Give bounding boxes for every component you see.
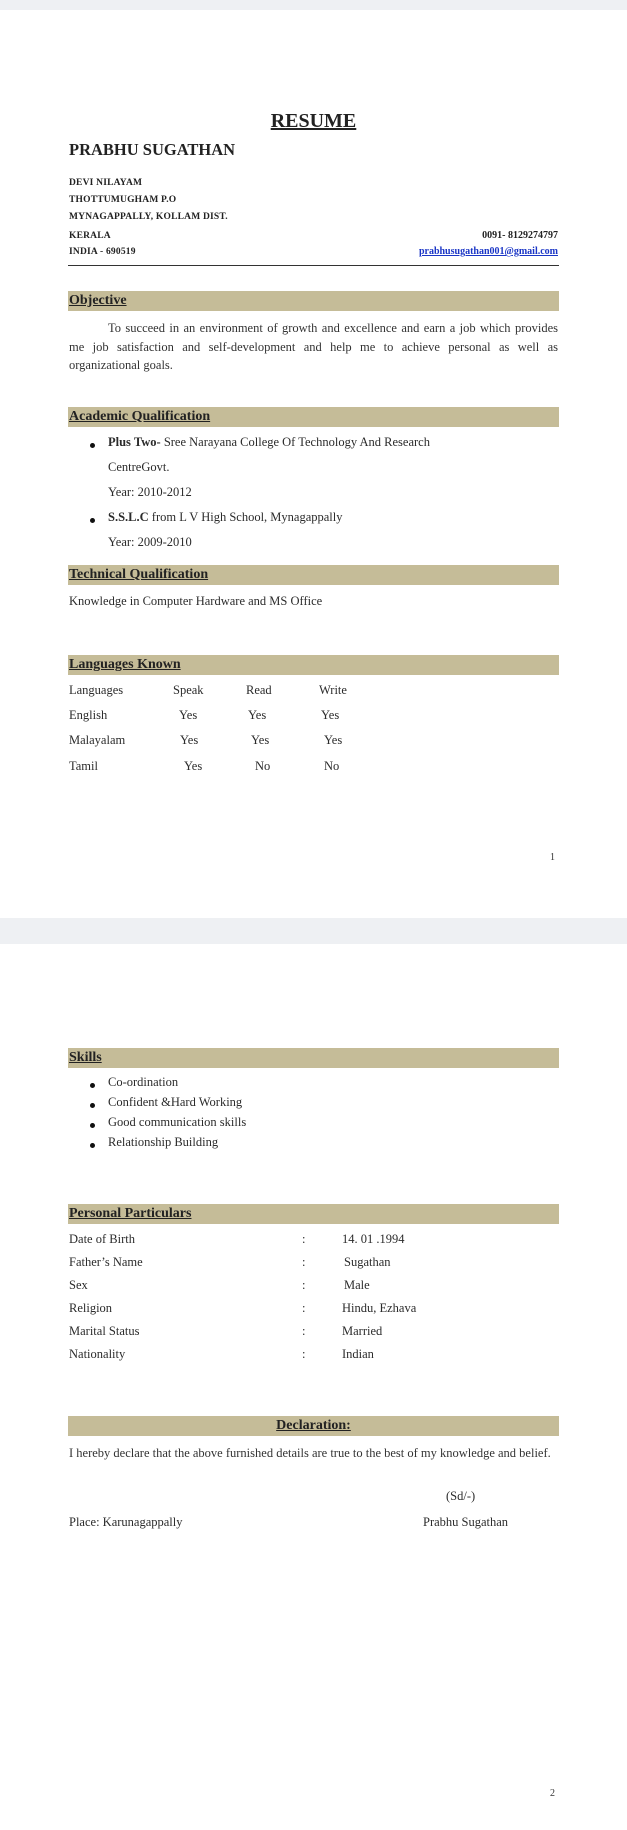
header-divider: [68, 265, 559, 266]
skills-heading: Skills: [69, 1050, 102, 1065]
academic-item-sslc: [108, 510, 343, 525]
page-number-1: 1: [550, 852, 555, 863]
lang-row-read: No: [255, 759, 271, 773]
personal-label: Sex: [69, 1278, 88, 1292]
personal-label: Nationality: [69, 1347, 126, 1361]
technical-text: Knowledge in Computer Hardware and MS Office: [69, 594, 323, 608]
personal-separator: :: [302, 1255, 306, 1269]
lang-row-write: No: [324, 759, 340, 773]
lang-row-read: Yes: [251, 733, 270, 747]
languages-heading: Languages Known: [69, 657, 181, 672]
skill-item: Co-ordination: [108, 1075, 179, 1089]
resume-title: RESUME: [270, 110, 357, 132]
lang-row-write: Yes: [324, 733, 343, 747]
phone-number: 0091- 8129274797: [482, 230, 558, 241]
personal-value: Hindu, Ezhava: [342, 1301, 417, 1315]
bullet-icon: [90, 1123, 95, 1128]
declaration-text: I hereby declare that the above furnished details are true to the best of my knowledge and belief.: [69, 1446, 551, 1460]
academic-item-title: S.S.L.C: [108, 510, 149, 524]
address-line-4: KERALA: [69, 231, 111, 241]
academic-item-detail-2: CentreGovt.: [108, 460, 170, 474]
academic-heading: Academic Qualification: [69, 409, 211, 424]
bullet-icon: [90, 1103, 95, 1108]
academic-item-plus-two: [108, 435, 430, 450]
lang-header-speak: Speak: [173, 683, 204, 697]
personal-value: 14. 01 .1994: [342, 1232, 405, 1246]
academic-item-detail: from L V High School, Mynagappally: [148, 510, 343, 524]
email-link[interactable]: prabhusugathan001@gmail.com: [418, 246, 558, 257]
bullet-icon: [90, 1143, 95, 1148]
personal-value: Sugathan: [344, 1255, 391, 1269]
personal-heading: Personal Particulars: [69, 1206, 192, 1221]
objective-heading-bar: [68, 291, 559, 311]
address-line-1: DEVI NILAYAM: [69, 178, 143, 188]
skill-item: Relationship Building: [108, 1135, 219, 1149]
personal-label: Date of Birth: [69, 1232, 135, 1246]
lang-header-read: Read: [246, 683, 272, 697]
lang-header-write: Write: [319, 683, 347, 697]
page-number-2: 2: [550, 1788, 555, 1799]
lang-row-read: Yes: [248, 708, 267, 722]
bullet-icon: [90, 518, 95, 523]
address-line-5: INDIA - 690519: [69, 247, 136, 257]
personal-heading-bar: [68, 1204, 559, 1224]
academic-item-year: Year: 2010-2012: [108, 485, 192, 499]
lang-row-name: Malayalam: [69, 733, 126, 747]
personal-separator: :: [302, 1278, 306, 1292]
signature-name: Prabhu Sugathan: [423, 1515, 509, 1529]
address-line-2: THOTTUMUGHAM P.O: [69, 195, 177, 205]
bullet-icon: [90, 443, 95, 448]
lang-header-languages: Languages: [69, 683, 124, 697]
lang-row-speak: Yes: [179, 708, 198, 722]
academic-item-detail: Sree Narayana College Of Technology And Research: [160, 435, 430, 449]
declaration-heading: Declaration:: [276, 1418, 351, 1433]
lang-row-write: Yes: [321, 708, 340, 722]
skills-heading-bar: [68, 1048, 559, 1068]
personal-value: Male: [344, 1278, 370, 1292]
declaration-heading-bar: [68, 1416, 559, 1436]
resume-page-2: [0, 944, 627, 1830]
objective-text: To succeed in an environment of growth and excellence and earn a job which provides me job satisfaction and self-development and help me to achieve personal as well as organizational goals.: [69, 321, 558, 372]
personal-label: Marital Status: [69, 1324, 140, 1338]
technical-heading-bar: [68, 565, 559, 585]
technical-heading: Technical Qualification: [69, 567, 209, 582]
address-line-3: MYNAGAPPALLY, KOLLAM DIST.: [69, 212, 228, 222]
applicant-name: PRABHU SUGATHAN: [69, 140, 236, 159]
declaration-place: Place: Karunagappally: [69, 1515, 183, 1529]
personal-value: Indian: [342, 1347, 374, 1361]
personal-label: Father’s Name: [69, 1255, 143, 1269]
academic-heading-bar: [68, 407, 559, 427]
personal-separator: :: [302, 1347, 306, 1361]
skill-item: Good communication skills: [108, 1115, 247, 1129]
lang-row-name: English: [69, 708, 108, 722]
personal-separator: :: [302, 1301, 306, 1315]
languages-heading-bar: [68, 655, 559, 675]
lang-row-speak: Yes: [180, 733, 199, 747]
bullet-icon: [90, 1083, 95, 1088]
academic-item-year: Year: 2009-2010: [108, 535, 192, 549]
objective-heading: Objective: [69, 293, 127, 308]
signed-mark: (Sd/-): [446, 1489, 476, 1503]
personal-value: Married: [342, 1324, 383, 1338]
personal-separator: :: [302, 1324, 306, 1338]
personal-separator: :: [302, 1232, 306, 1246]
lang-row-name: Tamil: [69, 759, 98, 773]
personal-label: Religion: [69, 1301, 113, 1315]
skill-item: Confident &Hard Working: [108, 1095, 243, 1109]
academic-item-title: Plus Two-: [108, 435, 161, 449]
lang-row-speak: Yes: [184, 759, 203, 773]
